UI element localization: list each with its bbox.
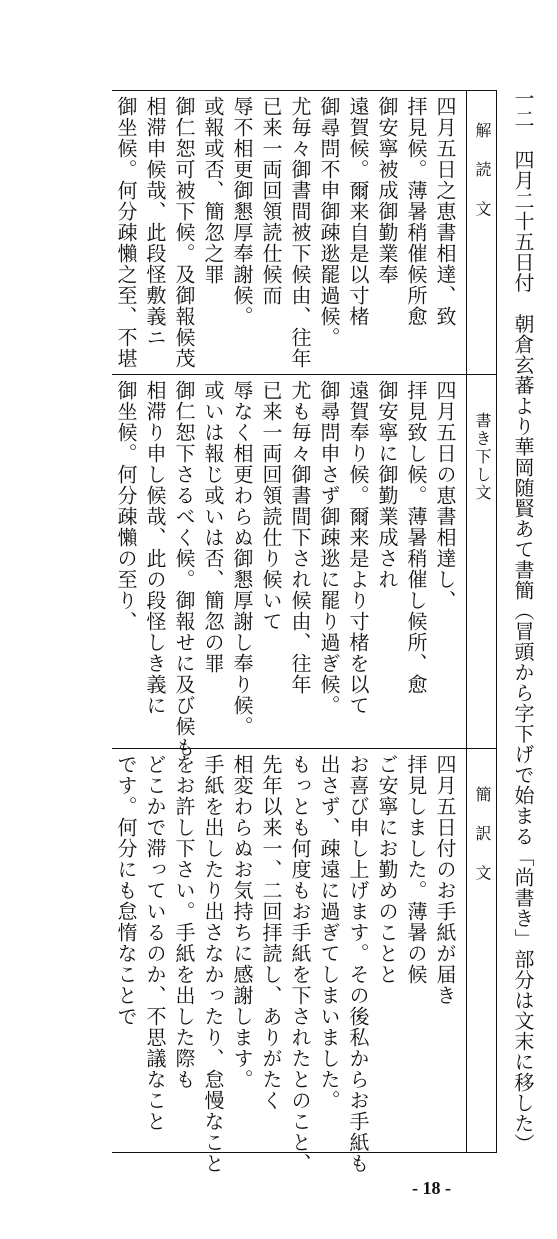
text-line: 手紙を出したり出さなかったり、怠慢なこと bbox=[201, 754, 225, 1174]
text-line: 尤毎々御書間被下候由、往年 bbox=[288, 96, 312, 369]
text-line: 御尋問申さず御疎逖に罷り過ぎ候。 bbox=[317, 380, 341, 716]
text-line: お喜び申し上げます。その後私からお手紙も bbox=[346, 754, 370, 1174]
text-line: 御仁恕下さるべく候。御報せに及び候も bbox=[172, 380, 196, 758]
section-divider-top bbox=[112, 90, 497, 91]
text-line: ご安寧にお勤めのことと bbox=[375, 754, 399, 985]
text-line: どこかで滞っているのか、不思議なこと bbox=[143, 754, 167, 1132]
text-line: 已来一両回領読仕り候いて bbox=[259, 380, 283, 632]
label-column-rule bbox=[466, 90, 467, 1152]
text-line: 尤も毎々御書間下され候由、往年 bbox=[288, 380, 312, 695]
text-line: 御坐候。何分疎懶之至、不堪 bbox=[114, 96, 138, 369]
text-line: 御安寧被成御勤業奉 bbox=[375, 96, 399, 285]
text-line: 遠賀奉り候。爾来是より寸楮を以て bbox=[346, 380, 370, 716]
page-number: - 18 - bbox=[412, 1178, 451, 1198]
text-line: 拝見しました。薄暑の候 bbox=[404, 754, 428, 985]
text-line: 相滞り申し候哉、此の段怪しき義に bbox=[143, 380, 167, 716]
text-line: 已来一両回領読仕候而 bbox=[259, 96, 283, 306]
text-line: 相変わらぬお気持ちに感謝します。 bbox=[230, 754, 254, 1090]
text-line: 或報或否、簡忽之罪 bbox=[201, 96, 225, 285]
section-label-translation: 簡 訳 文 bbox=[473, 786, 492, 890]
text-line: 出さず、疎遠に過ぎてしまいました。 bbox=[317, 754, 341, 1111]
text-line: 或いは報じ或いは否、簡忽の罪 bbox=[201, 380, 225, 674]
text-line: 御尋問不申御疎逖罷過候。 bbox=[317, 96, 341, 348]
page-heading: 一二 四月二十五日付 朝倉玄蕃より華岡随賢あて書簡（冒頭から字下げで始まる「尚書き」部分は文末に移した） bbox=[511, 88, 535, 1154]
text-line: 相滞申候哉、此段怪敷義ニ bbox=[143, 96, 167, 348]
text-line: です。何分にも怠惰なことで bbox=[114, 754, 138, 1027]
text-line: 御仁恕可被下候。及御報候茂 bbox=[172, 96, 196, 369]
section-label-reading: 書き下し文 bbox=[473, 412, 492, 502]
section-divider-1 bbox=[112, 374, 497, 375]
text-line: もっとも何度もお手紙を下されたとのこと、 bbox=[288, 754, 312, 1174]
section-label-decoded: 解 読 文 bbox=[473, 122, 492, 226]
text-line: をお許し下さい。手紙を出した際も bbox=[172, 754, 196, 1090]
text-line: 御安寧に御勤業成され bbox=[375, 380, 399, 590]
text-line: 四月五日之恵書相達、致 bbox=[433, 96, 457, 327]
text-line: 四月五日付のお手紙が届き bbox=[433, 754, 457, 1006]
text-line: 先年以来一、二回拝読し、ありがたく bbox=[259, 754, 283, 1111]
text-line: 拝見致し候。薄暑稍催し候所、愈 bbox=[404, 380, 428, 695]
text-line: 御坐候。何分疎懶の至り、 bbox=[114, 380, 138, 632]
heading-rule bbox=[496, 90, 497, 1152]
text-line: 四月五日の恵書相達し、 bbox=[433, 380, 457, 611]
text-line: 辱不相更御懇厚奉謝候。 bbox=[230, 96, 254, 327]
text-line: 拝見候。薄暑稍催候所愈 bbox=[404, 96, 428, 327]
text-line: 辱なく相更わらぬ御懇厚謝し奉り候。 bbox=[230, 380, 254, 737]
text-line: 遠賀候。爾来自是以寸楮 bbox=[346, 96, 370, 327]
